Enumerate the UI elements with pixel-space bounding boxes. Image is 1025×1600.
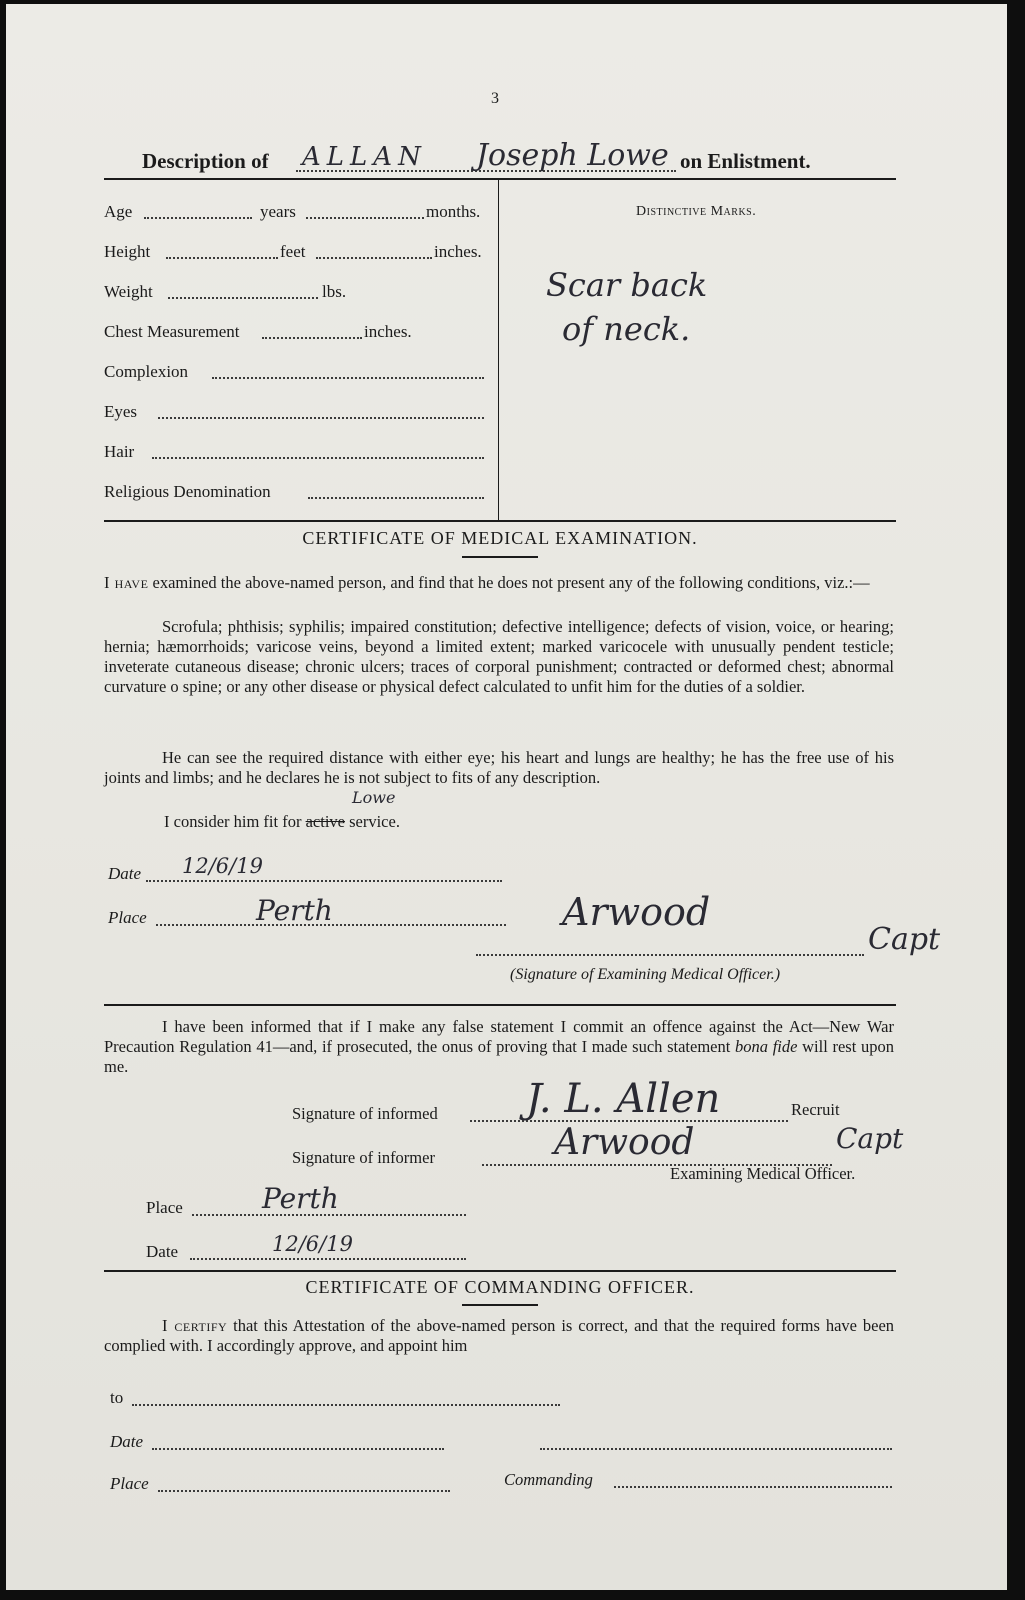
chest-dots <box>262 337 362 339</box>
medical-paragraph-2: Scrofula; phthisis; syphilis; impaired constitution; defective intelligence; defects of vision, voice, or hearing; hernia; hæmorrhoids; varicose veins, beyond a limited extent; marked varicocele with unusually pendent testicle; inveterate cutaneous disease; chronic ulcers; traces of corporal punishment; contracted or deformed chest; abnormal curvature o spine; or any other disease or physical defect calculated to unfit him for the duties of a soldier. <box>104 617 894 696</box>
fit-statement <box>164 812 400 832</box>
appoint-to-label: to <box>110 1388 124 1407</box>
years-dots <box>306 217 424 219</box>
section-rule-3 <box>104 1270 896 1272</box>
distinctive-marks-line1: Scar back <box>546 266 708 304</box>
declaration-place-label: Place <box>146 1198 183 1217</box>
hair-dots <box>152 457 484 459</box>
complexion-dots <box>212 377 484 379</box>
title-rule <box>104 178 896 180</box>
informer-label: Signature of informer <box>292 1148 435 1167</box>
age-dots <box>144 217 252 219</box>
declaration-date-dots <box>190 1258 466 1260</box>
chest-label: Chest Measurement <box>104 322 240 341</box>
medical-place-value: Perth <box>256 894 333 927</box>
distinctive-marks-line2: of neck. <box>562 310 691 348</box>
months-label: months. <box>426 202 481 221</box>
medical-heading-underline <box>462 556 538 558</box>
commanding-paragraph <box>104 1316 894 1356</box>
eyes-label: Eyes <box>104 402 138 421</box>
commanding-date-label: Date <box>110 1432 144 1451</box>
description-title-prefix: Description of <box>142 149 269 173</box>
commanding-place-label: Place <box>110 1474 149 1493</box>
recruit-given-names: Joseph Lowe <box>476 138 669 173</box>
feet-dots <box>316 257 432 259</box>
complexion-label: Complexion <box>104 362 189 381</box>
informer-rank: Capt <box>836 1122 904 1155</box>
commanding-date-dots <box>152 1448 444 1450</box>
medical-date-label: Date <box>108 864 142 883</box>
religion-dots <box>308 497 484 499</box>
declaration-bona-fide: bona fide <box>735 1037 798 1056</box>
hair-label: Hair <box>104 442 135 461</box>
eyes-dots <box>158 417 484 419</box>
medical-p1-lead: I have <box>104 573 149 592</box>
commanding-place-dots <box>158 1490 450 1492</box>
religion-label: Religious Denomination <box>104 482 271 501</box>
weight-label: Weight <box>104 282 153 301</box>
commanding-sign-dots <box>540 1448 892 1450</box>
height-dots <box>166 257 278 259</box>
recruit-surname: ALLAN <box>302 142 427 172</box>
commanding-dots <box>614 1486 892 1488</box>
declaration-text-a: I have been informed that if I make any false statement I commit an offence against the Act—New War Precaution Regulation 41—and, if prosecuted, the onus of proving that I made such statement <box>104 1017 894 1056</box>
weight-dots <box>168 297 318 299</box>
declaration-date-label: Date <box>146 1242 179 1261</box>
signature-caption: (Signature of Examining Medical Officer.) <box>510 966 781 983</box>
fit-struck-word: active <box>305 812 345 831</box>
declaration-paragraph <box>104 1017 894 1077</box>
examining-officer-signature: Arwood <box>562 890 711 934</box>
document-page <box>6 4 1007 1590</box>
description-title-suffix: on Enlistment. <box>680 149 811 173</box>
declaration-text-b: will rest upon me. <box>104 1037 895 1076</box>
height-label: Height <box>104 242 151 261</box>
medical-p1-text: examined the above-named person, and find that he does not present any of the following conditions, viz.:— <box>152 573 870 592</box>
distinctive-marks-heading: Distinctive Marks. <box>636 204 757 219</box>
chest-inches-label: inches. <box>364 322 412 341</box>
age-label: Age <box>104 202 133 221</box>
feet-label: feet <box>280 242 306 261</box>
examining-medical-officer-label: Examining Medical Officer. <box>670 1164 856 1183</box>
commanding-lead: I certify <box>162 1316 228 1335</box>
declaration-place-value: Perth <box>262 1182 339 1215</box>
signature-dots <box>476 954 864 956</box>
fit-pre-text: I consider him fit for <box>164 812 302 831</box>
medical-date-dots <box>146 880 502 882</box>
lbs-label: lbs. <box>322 282 347 301</box>
medical-place-label: Place <box>108 908 147 927</box>
recruit-label: Recruit <box>791 1100 840 1119</box>
fit-insertion: Lowe <box>352 788 396 807</box>
commanding-heading-underline <box>462 1304 538 1306</box>
section-rule-2 <box>104 1004 896 1006</box>
medical-date-value: 12/6/19 <box>182 854 263 878</box>
commanding-label: Commanding <box>504 1470 593 1489</box>
commanding-text: that this Attestation of the above-named person is correct, and that the required forms have been complied with. I accordingly approve, and appoint him <box>104 1316 895 1355</box>
commanding-heading: CERTIFICATE OF COMMANDING OFFICER. <box>305 1277 695 1297</box>
informed-label: Signature of informed <box>292 1104 438 1123</box>
appoint-to-dots <box>132 1404 560 1406</box>
years-label: years <box>260 202 296 221</box>
declaration-date-value: 12/6/19 <box>272 1232 353 1256</box>
examining-officer-rank: Capt <box>868 922 941 957</box>
fit-post-text: service. <box>349 812 400 831</box>
section-rule-1 <box>104 520 896 522</box>
medical-paragraph-1 <box>104 573 894 593</box>
medical-heading: CERTIFICATE OF MEDICAL EXAMINATION. <box>302 528 698 548</box>
inches-label: inches. <box>434 242 482 261</box>
medical-paragraph-3: He can see the required distance with either eye; his heart and lungs are healthy; he has the free use of his joints and limbs; and he declares he is not subject to fits of any description. <box>104 748 894 787</box>
column-divider <box>498 180 499 520</box>
recruit-signature: J. L. Allen <box>526 1076 721 1122</box>
informer-signature: Arwood <box>554 1122 695 1163</box>
page-number: 3 <box>491 90 499 107</box>
